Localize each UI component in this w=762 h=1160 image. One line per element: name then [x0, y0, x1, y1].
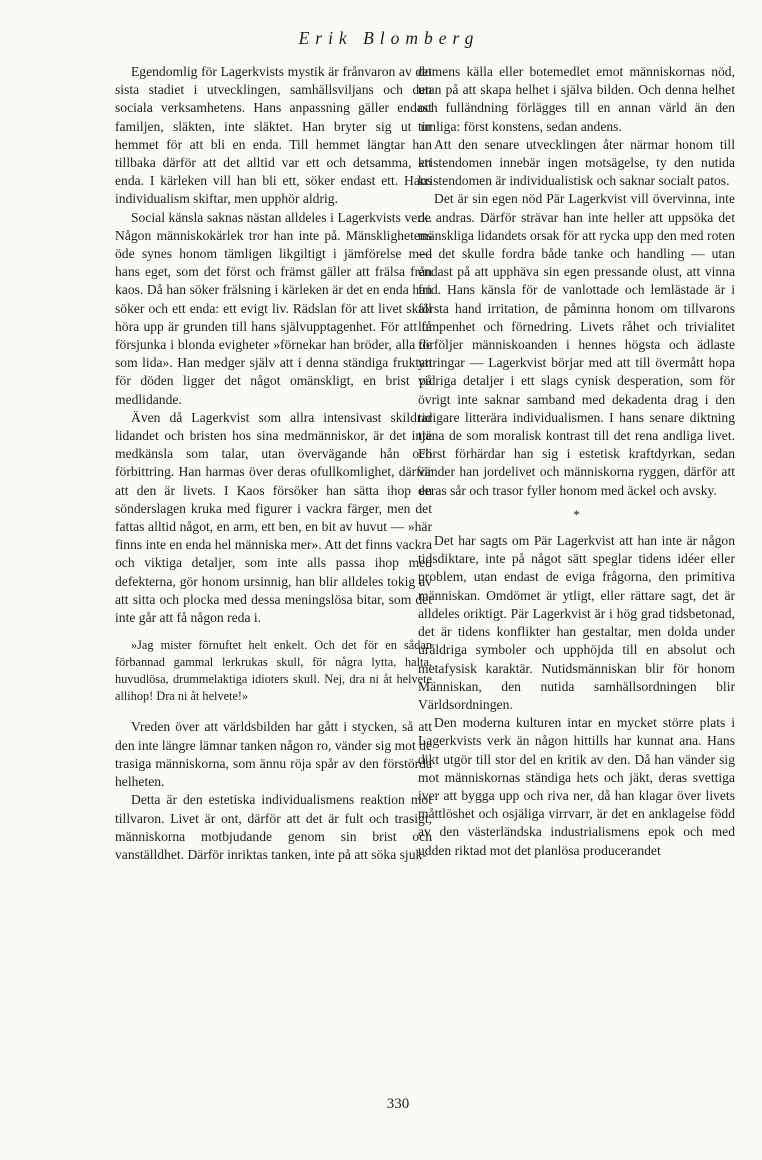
paragraph: Den moderna kulturen intar en mycket större plats i Lagerkvists verk än någon hittills har kunnat ana. Hans dikt utgör till stor del en kritik av den. Då han vänder sig mot människornas ständiga hets och jäkt, deras svettiga iver att bygga upp och riva ner, då han klagar över livets måttlöshet och osjäliga virrvarr, är det en anklagelse född av den västerländska industrialismens epok och med udden riktad mot det planlösa producerandet: [418, 715, 735, 858]
left-column: [115, 63, 432, 864]
paragraph: Det har sagts om Pär Lagerkvist att han inte är någon tidsdiktare, inte på något sätt speglar tidens idéer eller problem, utan endast de eviga frågorna, den primitiva människan. Omdömet är ytligt, eller rättare sagt, det är alldeles oriktigt. Pär Lagerkvist är i hög grad tidsbetonad, det är tidens konflikter han gestaltar, men dolda under uråldriga symboler och upphöjda till en absolut och metafysisk karaktär. Nutidsmänniskan blir för honom Människan, den nutida samhällsordningen blir Världsordningen.: [418, 533, 735, 712]
paragraph: Vreden över att världsbilden har gått i stycken, så att den inte längre lämnar tanken någon ro, vänder sig mot de trasiga människorna, som ännu röja spår av den förstörda helheten.: [115, 719, 432, 790]
running-header-author: Erik Blomberg: [298, 28, 480, 48]
paragraph: Egendomlig för Lagerkvists mystik är frånvaron av det sista stadiet i utvecklingen, samhällsviljans och den sociala verksamhetens. Hans anpassning gäller endast familjen, släkten, inte släktet. Han bryter sig ut ur hemmet för att bli en enda. Till hemmet längtar han tillbaka därför att det alltid var ett och detsamma, ett enda. I kärleken vill han bli ett, söker endast ett. Hans individualism skiftar, men upphör aldrig.: [115, 64, 432, 207]
block-quote: »Jag mister förnuftet helt enkelt. Och det för en sådan förbannad gammal lerkrukas skull, för några lytta, halta, huvudlösa, drummelaktiga idioters skull. Nej, dra ni åt helvete allihop! Dra ni åt helvete!»: [115, 638, 432, 703]
paragraph: Att den senare utvecklingen åter närmar honom till kristendomen innebär ingen motsägelse, ty den nutida kristendomen är individualistisk och saknar socialt patos.: [418, 136, 735, 189]
right-column: [418, 63, 735, 860]
paragraph: Social känsla saknas nästan alldeles i Lagerkvists verk. Någon människokärlek tror han inte på. Mänsklighetens öde synes honom tämligen likgiltigt i jämförelse med hans eget, som det först och främst gäller att frälsa från kaos. Då han söker frälsning i kärleken är det en enda han söker och ett enda: ett evigt liv. Rädslan för att livet skall höra upp är grunden till hans självupptagenhet. För att få försjunka i blonda evigheter »förnekar han bröder, alla de som lida». Han medger själv att i denna ständiga fruktan för döden ligger det något omänskligt, en brist på medlidande.: [115, 209, 432, 407]
paragraph: Det är sin egen nöd Pär Lagerkvist vill övervinna, inte de andras. Därför strävar han inte heller att uppsöka det mänskliga lidandets orsak för att rycka upp den med roten — det skulle fordra både tanke och handling — utan endast på att upphäva sin egen pressande olust, att vinna frid. Hans känsla för de vanlottade och lemlästade är i första hand irritation, de påminna honom om tillvarons lumpenhet och förnedring. Livets råhet och trivialitet förföljer människoanden i hennes högsta och ädlaste yttringar — Lagerkvist börjar med att till övermått hopa vidriga detaljer i ett slags cynisk desperation, som för övrigt inte saknar samband med dekadenta drag i den tidigare litterära individualismen. I hans senare diktning tjäna de som moralisk kontrast till det rena andliga livet. Först förhärdar han sig i estetisk kraftdyrkan, sedan vänder han jordelivet och människorna ryggen, därför att deras sår och trasor fyller honom med äckel och avsky.: [418, 191, 735, 498]
page-number: 330: [386, 1096, 410, 1112]
paragraph: Även då Lagerkvist som allra intensivast skildrar lidandet och bristen hos sina medmänniskor, är det inte medkänsla som talar, utan övervägande hån och förbittring. Han harmas över deras ofullkomlighet, därför att den är livets. I Kaos försöker han sätta ihop en sönderslagen kruka med figurer i vackra färger, men det fattas alltid något, en arm, ett ben, en bit av huvut — »här finns inte en enda hel människa mer». Att det finns vackra och viktiga detaljer, som inte alls passa ihop med defekterna, gör honom ursinnig, han blir alldeles tokig av att sitta och plocka med dessa meningslösa bitar, som det inte går att få någon reda i.: [115, 409, 432, 626]
paragraph: Detta är den estetiska individualismens reaktion mot tillvaron. Livet är ont, därför att det är fult och trasigt, människorna motbjudande genom sin brist och vanställdhet. Därför inriktas tanken, inte på att söka sjuk-: [115, 792, 432, 862]
paragraph-continuation: domens källa eller botemedlet emot människornas nöd, utan på att skapa helhet i själva bilden. Och denna helhet och fulländning förlägges till en annan värld än den timliga: först konstens, sedan andens.: [418, 64, 735, 134]
section-separator: *: [573, 506, 580, 522]
